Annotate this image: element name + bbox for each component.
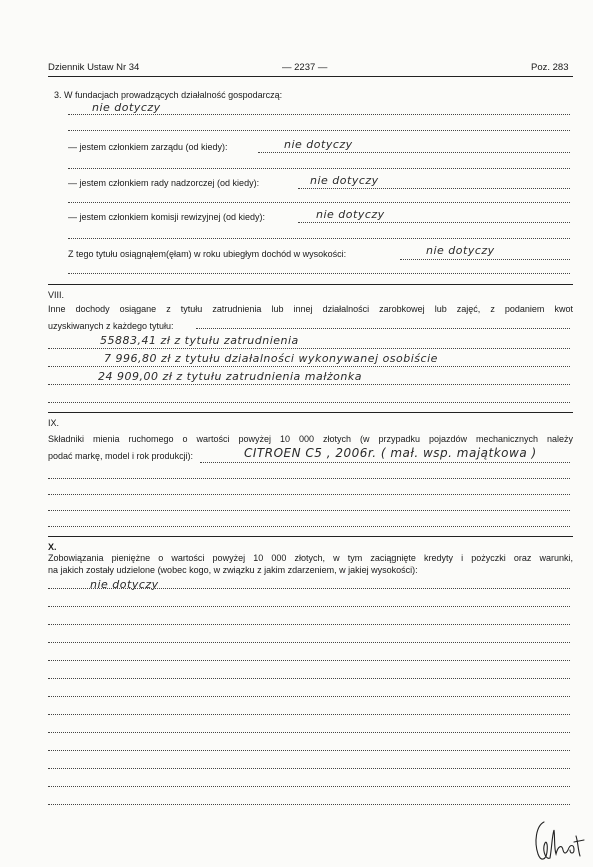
income-entry-3: 24 909,00 zł z tytułu zatrudnienia małżonka xyxy=(98,370,362,383)
dotted-line xyxy=(68,273,570,274)
dotted-line xyxy=(48,714,570,715)
dotted-line xyxy=(48,768,570,769)
dotted-line xyxy=(68,130,570,131)
dotted-line xyxy=(48,732,570,733)
dotted-line xyxy=(196,328,570,329)
dotted-line xyxy=(48,624,570,625)
dotted-line xyxy=(48,526,570,527)
supervisory-board-label: — jestem członkiem rady nadzorczej (od kiedy): xyxy=(68,178,260,188)
management-board-answer: nie dotyczy xyxy=(284,138,353,151)
section8-text-line2: uzyskiwanych z każdego tytułu: xyxy=(48,321,174,331)
page-number: — 2237 — xyxy=(282,62,328,73)
audit-committee-answer: nie dotyczy xyxy=(316,208,385,221)
dotted-line xyxy=(48,606,570,607)
dotted-line xyxy=(48,678,570,679)
dotted-line xyxy=(258,152,570,153)
dotted-line xyxy=(200,462,570,463)
income-label: Z tego tytułu osiągnąłem(ęłam) w roku ubiegłym dochód w wysokości: xyxy=(68,249,347,259)
dotted-line xyxy=(298,222,570,223)
income-entry-1: 55883,41 zł z tytułu zatrudnienia xyxy=(100,334,299,347)
supervisory-board-answer: nie dotyczy xyxy=(310,174,379,187)
section-divider xyxy=(48,284,573,285)
dotted-line xyxy=(48,786,570,787)
dotted-line xyxy=(48,348,570,349)
section3-heading: 3. W fundacjach prowadzących działalność gospodarczą: xyxy=(54,90,283,100)
section9-number: IX. xyxy=(48,418,60,428)
dotted-line xyxy=(68,238,570,239)
dotted-line xyxy=(48,510,570,511)
dotted-line xyxy=(400,259,570,260)
dotted-line xyxy=(48,478,570,479)
section10-text xyxy=(48,552,573,576)
header-right: Poz. 283 xyxy=(531,62,569,73)
section8-text-line1: Inne dochody osiągane z tytułu zatrudnienia lub innej działalności zarobkowej lub zajęć, z podaniem kwot xyxy=(48,304,573,314)
dotted-line xyxy=(48,402,570,403)
income-answer: nie dotyczy xyxy=(426,244,495,257)
section10-text-line1: Zobowiązania pieniężne o wartości powyżej 10 000 złotych, w tym zaciągnięte kredyty i pożyczki oraz warunki, xyxy=(48,553,573,563)
dotted-line xyxy=(48,750,570,751)
section10-number: X. xyxy=(48,542,57,552)
movable-property-answer: CITROEN C5 , 2006r. ( mał. wsp. majątkowa ) xyxy=(244,446,537,460)
dotted-line xyxy=(48,696,570,697)
header-rule xyxy=(48,76,573,77)
signature xyxy=(530,816,586,864)
dotted-line xyxy=(298,188,570,189)
dotted-line xyxy=(48,642,570,643)
section8-number: VIII. xyxy=(48,290,65,300)
dotted-line xyxy=(48,494,570,495)
section9-text-line2: podać markę, model i rok produkcji): xyxy=(48,451,194,461)
dotted-line xyxy=(68,168,570,169)
section3-answer: nie dotyczy xyxy=(92,101,161,114)
income-entry-2: 7 996,80 zł z tytułu działalności wykonywanej osobiście xyxy=(104,352,438,365)
liabilities-answer: nie dotyczy xyxy=(90,578,159,591)
header-left: Dziennik Ustaw Nr 34 xyxy=(48,62,140,73)
section10-text-line2: na jakich zostały udzielone (wobec kogo, w związku z jakim zdarzeniem, w jakiej wysokości): xyxy=(48,565,418,575)
management-board-label: — jestem członkiem zarządu (od kiedy): xyxy=(68,142,228,152)
dotted-line xyxy=(48,366,570,367)
section-divider xyxy=(48,412,573,413)
dotted-line xyxy=(68,114,570,115)
dotted-line xyxy=(48,804,570,805)
dotted-line xyxy=(48,660,570,661)
dotted-line xyxy=(68,202,570,203)
section8-text xyxy=(48,301,573,335)
audit-committee-label: — jestem członkiem komisji rewizyjnej (od kiedy): xyxy=(68,212,266,222)
dotted-line xyxy=(48,384,570,385)
dotted-line xyxy=(48,588,570,589)
section9-text-line1: Składniki mienia ruchomego o wartości powyżej 10 000 złotych (w przypadku pojazdów mechanicznych należy xyxy=(48,434,573,444)
section-divider xyxy=(48,536,573,537)
